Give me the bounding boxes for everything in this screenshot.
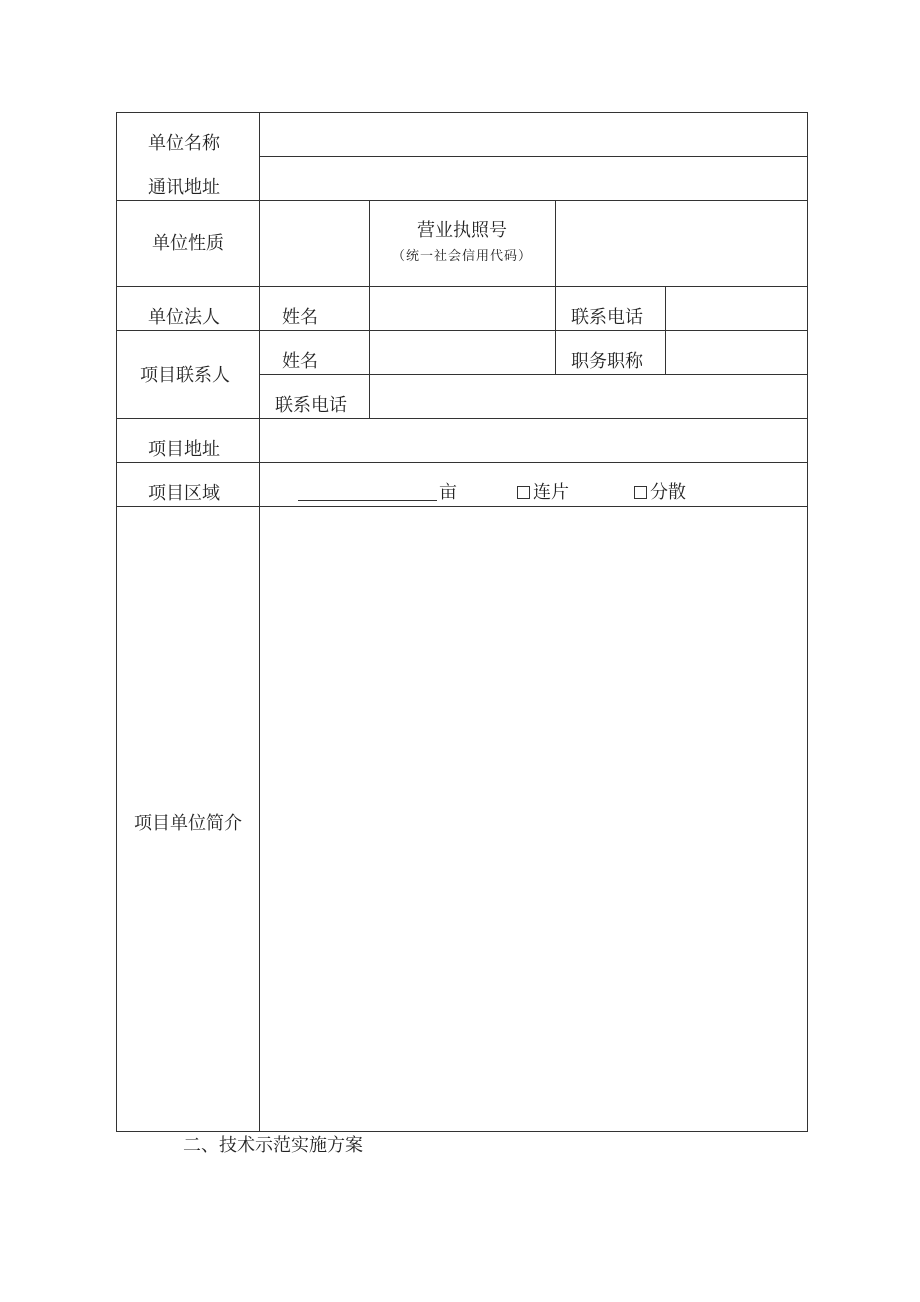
contact-label: 项目联系人 <box>140 365 230 386</box>
project-address-field[interactable] <box>260 419 807 462</box>
scattered-option-label: 分散 <box>650 482 686 503</box>
unit-name-label: 单位名称 <box>148 133 220 154</box>
unit-name-field[interactable] <box>260 113 807 156</box>
legal-name-field[interactable] <box>370 287 555 330</box>
section-heading: 二、技术示范实施方案 <box>183 1135 363 1156</box>
area-blank-line[interactable] <box>298 500 437 501</box>
contact-title-label: 职务职称 <box>571 351 643 372</box>
contact-phone-label: 联系电话 <box>275 395 347 416</box>
table-border-right <box>807 112 808 1132</box>
license-label: 营业执照号 <box>417 220 507 241</box>
contiguous-option-label: 连片 <box>533 482 569 503</box>
contact-name-label: 姓名 <box>282 351 318 372</box>
legal-rep-label: 单位法人 <box>148 307 220 328</box>
address-field[interactable] <box>260 157 807 200</box>
legal-phone-label: 联系电话 <box>571 307 643 328</box>
intro-field[interactable] <box>260 507 807 1131</box>
table-border-bottom <box>116 1131 808 1132</box>
license-sub-label: （统一社会信用代码） <box>391 249 533 264</box>
checkbox-icon <box>634 486 647 499</box>
row-divider <box>116 462 808 463</box>
license-number-field[interactable] <box>556 201 807 286</box>
contact-title-field[interactable] <box>666 331 807 374</box>
area-unit: 亩 <box>439 482 457 503</box>
contact-name-field[interactable] <box>370 331 555 374</box>
project-address-label: 项目地址 <box>148 439 220 460</box>
unit-nature-field[interactable] <box>260 201 369 286</box>
address-label: 通讯地址 <box>148 177 220 198</box>
unit-nature-label: 单位性质 <box>152 233 224 254</box>
intro-label: 项目单位简介 <box>134 813 242 834</box>
project-area-label: 项目区域 <box>148 483 220 504</box>
table-border-left <box>116 112 117 1132</box>
legal-phone-field[interactable] <box>666 287 807 330</box>
contiguous-checkbox[interactable] <box>517 482 569 504</box>
scattered-checkbox[interactable] <box>634 482 686 504</box>
legal-name-label: 姓名 <box>282 307 318 328</box>
contact-phone-field[interactable] <box>370 375 807 418</box>
checkbox-icon <box>517 486 530 499</box>
